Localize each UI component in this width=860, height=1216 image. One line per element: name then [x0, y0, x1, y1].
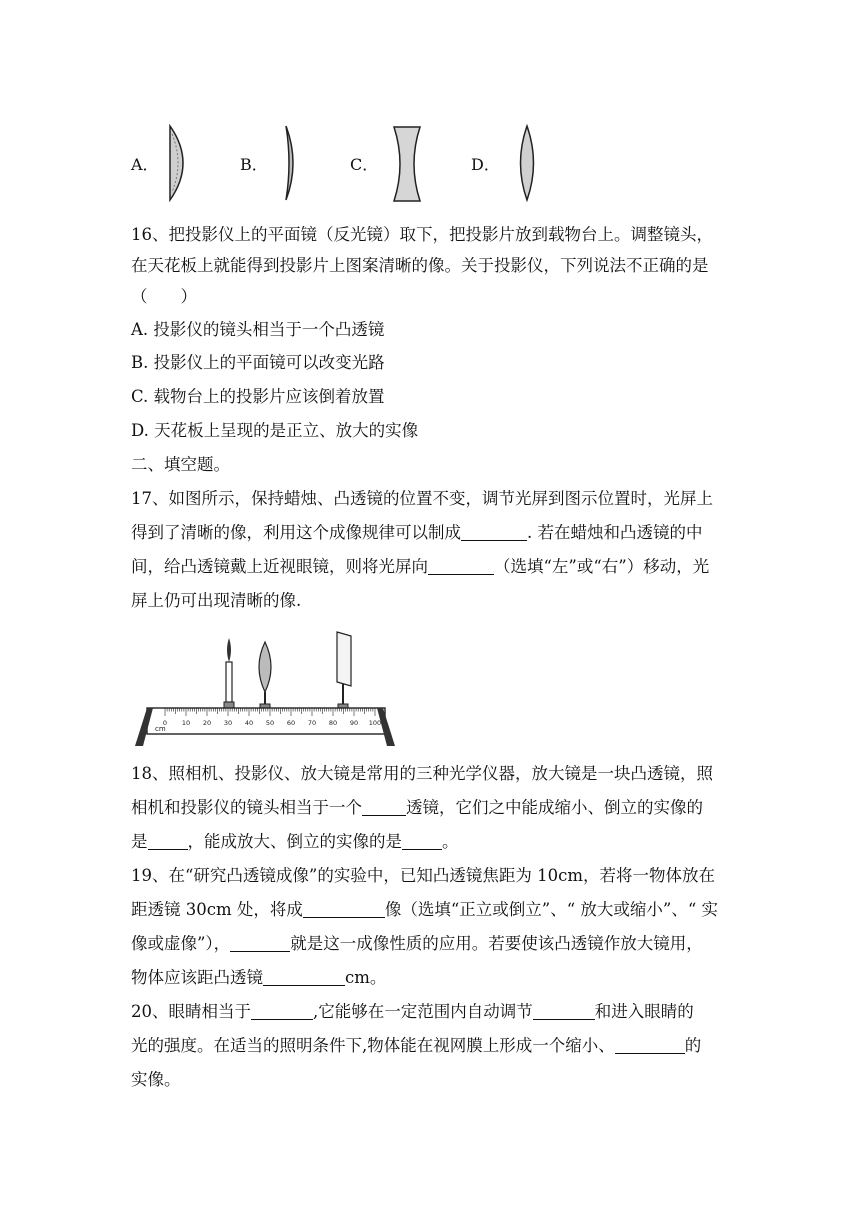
- bench-tick-label: 40: [244, 719, 254, 727]
- q18-blank-2[interactable]: [148, 831, 188, 850]
- q20-blank-1[interactable]: [251, 1001, 313, 1020]
- plano-convex-lens-figure: [162, 124, 196, 202]
- q20-text-1a: 20、眼睛相当于: [131, 1002, 251, 1021]
- q20-text-2a: 光的强度。在适当的照明条件下,物体能在视网膜上形成一个缩小、: [131, 1036, 615, 1055]
- lens-option-label-a: A．: [131, 155, 159, 174]
- q20-line-1: [131, 1000, 694, 1024]
- q19-text-4a: 物体应该距凸透镜: [131, 968, 263, 987]
- q19-text-2a: 距透镜 30cm 处，将成: [131, 900, 303, 919]
- q19-line-4: [131, 966, 386, 990]
- q17-blank-1[interactable]: [461, 522, 527, 541]
- q17-text-3a: 间，给凸透镜戴上近视眼镜，则将光屏向: [131, 557, 428, 576]
- q17-text-2b: . 若在蜡烛和凸透镜的中: [527, 523, 703, 542]
- q19-line-1: 19、在“研究凸透镜成像”的实验中，已知凸透镜焦距为 10cm，若将一物体放在: [131, 866, 715, 885]
- q17-line-1: 17、如图所示，保持蜡烛、凸透镜的位置不变，调节光屏到图示位置时，光屏上: [131, 489, 713, 508]
- q19-line-3: [131, 932, 703, 956]
- bench-tick-label: 50: [265, 719, 275, 727]
- q19-text-2b: 像（选填“正立或倒立”、“ 放大或缩小”、“ 实: [384, 900, 719, 919]
- bench-tick-label: 100: [368, 719, 382, 727]
- q16-option-c: C. 载物台上的投影片应该倒着放置: [131, 387, 385, 406]
- bench-tick-label: 0: [162, 719, 168, 727]
- q18-text-3c: 。: [442, 832, 459, 851]
- q16-stem-line-2: 在天花板上就能得到投影片上图案清晰的像。关于投影仪，下列说法不正确的是: [131, 256, 709, 275]
- bench-tick-label: 60: [286, 719, 296, 727]
- q16-option-a: A. 投影仪的镜头相当于一个凸透镜: [131, 320, 385, 339]
- q17-line-4: 屏上仍可出现清晰的像.: [131, 591, 302, 610]
- q20-text-1b: ,它能够在一定范围内自动调节: [313, 1002, 533, 1021]
- q16-stem-line-1: 16、把投影仪上的平面镜（反光镜）取下，把投影片放到载物台上。调整镜头，: [131, 225, 713, 244]
- lens-option-label-c: C．: [350, 155, 379, 174]
- q18-line-2: [131, 796, 703, 820]
- q19-line-2: [131, 898, 718, 922]
- bench-tick-label: 10: [181, 719, 191, 727]
- q17-text-2a: 得到了清晰的像，利用这个成像规律可以制成: [131, 523, 461, 542]
- convex-lens-icon: [259, 642, 271, 712]
- q18-line-3: [131, 830, 459, 854]
- q18-blank-1[interactable]: [362, 797, 406, 816]
- bench-tick-label: 90: [349, 719, 359, 727]
- lens-option-label-d: D．: [471, 155, 500, 174]
- bench-tick-label: 70: [307, 719, 317, 727]
- candle-icon: [224, 638, 234, 710]
- q17-line-3: [131, 555, 709, 579]
- optical-bench-figure: [131, 628, 399, 750]
- q18-text-3a: 是: [131, 832, 148, 851]
- bench-tick-label: 80: [328, 719, 338, 727]
- q19-blank-3[interactable]: [263, 967, 345, 986]
- q17-blank-2[interactable]: [428, 556, 494, 575]
- q18-text-3b: ，能成放大、倒立的实像的是: [187, 832, 402, 851]
- q18-line-1: 18、照相机、投影仪、放大镜是常用的三种光学仪器，放大镜是一块凸透镜，照: [131, 764, 713, 783]
- bench-tick-label: 30: [223, 719, 233, 727]
- q19-text-4b: cm。: [345, 968, 387, 987]
- lens-options-row: [0, 124, 860, 204]
- q16-option-b: B. 投影仪上的平面镜可以改变光路: [131, 353, 385, 372]
- q20-line-3: 实像。: [131, 1070, 181, 1089]
- section-title: 二、填空题。: [131, 455, 230, 474]
- q17-text-3b: （选填“左”或“右”）移动，光: [494, 557, 710, 576]
- light-screen-icon: [337, 632, 351, 712]
- concave-lens-figure: [390, 124, 424, 204]
- q16-option-d: D. 天花板上呈现的是正立、放大的实像: [131, 421, 419, 440]
- q18-text-2b: 透镜，它们之中能成缩小、倒立的实像的: [406, 798, 703, 817]
- q20-line-2: [131, 1034, 701, 1058]
- q20-blank-3[interactable]: [615, 1035, 685, 1054]
- q19-text-3a: 像或虚像”），: [131, 934, 231, 953]
- q19-blank-1[interactable]: [303, 899, 385, 918]
- q18-text-2a: 相机和投影仪的镜头相当于一个: [131, 798, 362, 817]
- q20-text-2b: 的: [684, 1036, 702, 1055]
- q17-line-2: [131, 521, 703, 545]
- meniscus-lens-figure: [280, 124, 302, 202]
- lens-option-label-b: B．: [240, 155, 268, 174]
- q18-blank-3[interactable]: [402, 831, 442, 850]
- q19-text-3b: 就是这一成像性质的应用。若要使该凸透镜作放大镜用，: [290, 934, 703, 953]
- q20-blank-2[interactable]: [533, 1001, 595, 1020]
- q19-blank-2[interactable]: [230, 933, 290, 952]
- biconvex-lens-figure: [514, 124, 540, 202]
- q16-stem-line-3: （ ）: [131, 287, 197, 306]
- q20-text-1c: 和进入眼睛的: [594, 1002, 694, 1021]
- bench-tick-label: 20: [202, 719, 212, 727]
- bench-unit-label: cm: [155, 725, 166, 733]
